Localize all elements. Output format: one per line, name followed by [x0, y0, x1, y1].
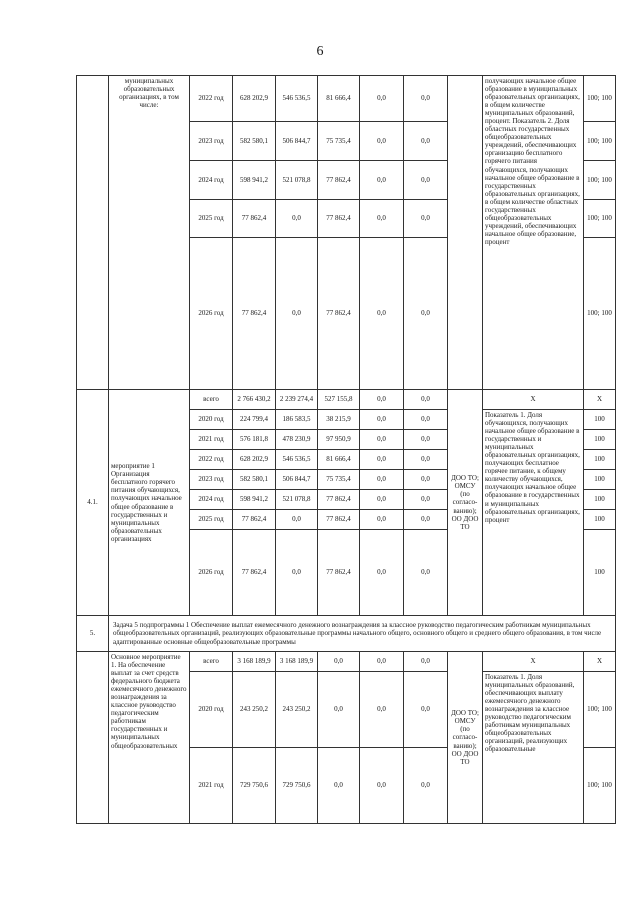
mun-cell: 0,0 [360, 510, 404, 530]
other-cell: 0,0 [404, 652, 448, 672]
value-cell: 100; 100 [584, 122, 616, 161]
total-cell: 576 181,8 [233, 430, 276, 450]
value-cell: 100; 100 [584, 76, 616, 122]
other-cell: 0,0 [404, 748, 448, 824]
indicator-text: Показатель 1. Доля обучающихся, получающих начальное общее образование в государственных и муниципальных образовательных организациях, получающих бесплатное горячее питание, к общему количеству обучающихся, получающих начальное общее образование в государственных и муниципальных образовательных организациях, процент [483, 410, 584, 616]
fed-cell: 521 078,8 [276, 161, 318, 200]
fed-cell: 243 250,2 [276, 672, 318, 748]
executor-cell: ДОО ТО; ОМСУ (по согласо- ванию); ОО ДОО ТО [448, 390, 483, 616]
total-cell: 2 766 430,2 [233, 390, 276, 410]
mun-cell: 0,0 [360, 652, 404, 672]
mun-cell: 0,0 [360, 470, 404, 490]
value-cell: 100; 100 [584, 672, 616, 748]
year-cell: 2021 год [190, 748, 233, 824]
total-cell: 582 580,1 [233, 470, 276, 490]
fed-cell: 2 239 274,4 [276, 390, 318, 410]
other-cell: 0,0 [404, 450, 448, 470]
other-cell: 0,0 [404, 490, 448, 510]
executor-cell: ДОО ТО; ОМСУ (по согласо- ванию); ОО ДОО ТО [448, 652, 483, 824]
value-cell: 100 [584, 470, 616, 490]
reg-cell: 75 735,4 [318, 470, 360, 490]
other-cell: 0,0 [404, 122, 448, 161]
fed-cell: 546 536,5 [276, 76, 318, 122]
total-cell: 598 941,2 [233, 490, 276, 510]
other-cell: 0,0 [404, 470, 448, 490]
value-x: X [584, 652, 616, 672]
total-cell: 729 750,6 [233, 748, 276, 824]
fed-cell: 478 230,9 [276, 430, 318, 450]
fed-cell: 0,0 [276, 530, 318, 616]
indicator-text: Показатель 1. Доля муниципальных образований, обеспечивающих выплату ежемесячного денежного вознаграждения за классное руководство педагогическим работникам муниципальных общеобразовательных организаций, реализующих образовательные [483, 672, 584, 824]
year-cell: 2026 год [190, 238, 233, 390]
reg-cell: 77 862,4 [318, 161, 360, 200]
indicator-x: X [483, 652, 584, 672]
reg-cell: 0,0 [318, 672, 360, 748]
event-name: Основное мероприятие 1. На обеспечение выплат за счет средств федерального бюджета ежемесячного денежного вознаграждения за классное руководство педагогическим работникам государственных и муниципальных общеобразовательных [109, 652, 190, 824]
indicator-text: получающих начальное общее образование в муниципальных образовательных организациях, в общем количестве муниципальных образований, процент. Показатель 2. Доля областных государственных общеобразовательных учреждений, обеспечивающих организацию бесплатного горячего питания обучающихся, получающих начальное общее образование в государственных образовательных организациях, в общем количестве областных государственных общеобразовательных учреждений, обеспечивающих начальное общее образование, процент [483, 76, 584, 390]
year-cell: всего [190, 652, 233, 672]
row-number: 5. [77, 616, 109, 652]
page-number: 6 [316, 44, 324, 59]
value-cell: 100 [584, 430, 616, 450]
other-cell: 0,0 [404, 530, 448, 616]
fed-cell: 729 750,6 [276, 748, 318, 824]
reg-cell: 81 666,4 [318, 450, 360, 470]
value-cell: 100; 100 [584, 161, 616, 200]
year-cell: 2023 год [190, 470, 233, 490]
year-cell: 2022 год [190, 450, 233, 470]
fed-cell: 0,0 [276, 238, 318, 390]
executor-cell [448, 76, 483, 390]
indicator-x: X [483, 390, 584, 410]
year-cell: 2023 год [190, 122, 233, 161]
year-cell: 2026 год [190, 530, 233, 616]
value-cell: 100 [584, 510, 616, 530]
mun-cell: 0,0 [360, 200, 404, 238]
fed-cell: 0,0 [276, 200, 318, 238]
year-cell: 2021 год [190, 430, 233, 450]
reg-cell: 75 735,4 [318, 122, 360, 161]
year-cell: 2020 год [190, 672, 233, 748]
mun-cell: 0,0 [360, 76, 404, 122]
mun-cell: 0,0 [360, 430, 404, 450]
total-cell: 3 168 189,9 [233, 652, 276, 672]
other-cell: 0,0 [404, 161, 448, 200]
other-cell: 0,0 [404, 200, 448, 238]
mun-cell: 0,0 [360, 238, 404, 390]
mun-cell: 0,0 [360, 490, 404, 510]
total-cell: 582 580,1 [233, 122, 276, 161]
value-cell: 100; 100 [584, 200, 616, 238]
other-cell: 0,0 [404, 390, 448, 410]
mun-cell: 0,0 [360, 122, 404, 161]
year-cell: 2025 год [190, 510, 233, 530]
value-cell: 100; 100 [584, 238, 616, 390]
total-cell: 77 862,4 [233, 238, 276, 390]
fed-cell: 506 844,7 [276, 470, 318, 490]
value-x: X [584, 390, 616, 410]
total-cell: 598 941,2 [233, 161, 276, 200]
mun-cell: 0,0 [360, 450, 404, 470]
event-name: мероприятие 1 Организация бесплатного горячего питания обучающихся, получающих начальное общее образование в государственных и муниципальных образовательных организациях [109, 390, 190, 616]
event-name: муниципальных образовательных организациях, в том числе: [109, 76, 190, 390]
fed-cell: 546 536,5 [276, 450, 318, 470]
total-cell: 224 799,4 [233, 410, 276, 430]
fed-cell: 3 168 189,9 [276, 652, 318, 672]
total-cell: 243 250,2 [233, 672, 276, 748]
reg-cell: 81 666,4 [318, 76, 360, 122]
fed-cell: 186 583,5 [276, 410, 318, 430]
value-cell: 100 [584, 410, 616, 430]
year-cell: 2024 год [190, 490, 233, 510]
year-cell: 2022 год [190, 76, 233, 122]
other-cell: 0,0 [404, 430, 448, 450]
row-number: 4.1. [77, 390, 109, 616]
total-cell: 628 202,9 [233, 76, 276, 122]
total-cell: 77 862,4 [233, 530, 276, 616]
num-cell [77, 652, 109, 824]
mun-cell: 0,0 [360, 410, 404, 430]
year-cell: 2024 год [190, 161, 233, 200]
mun-cell: 0,0 [360, 390, 404, 410]
reg-cell: 0,0 [318, 652, 360, 672]
reg-cell: 77 862,4 [318, 238, 360, 390]
reg-cell: 77 862,4 [318, 510, 360, 530]
reg-cell: 0,0 [318, 748, 360, 824]
fed-cell: 506 844,7 [276, 122, 318, 161]
other-cell: 0,0 [404, 672, 448, 748]
reg-cell: 77 862,4 [318, 530, 360, 616]
other-cell: 0,0 [404, 238, 448, 390]
year-cell: всего [190, 390, 233, 410]
value-cell: 100 [584, 450, 616, 470]
value-cell: 100 [584, 530, 616, 616]
reg-cell: 97 950,9 [318, 430, 360, 450]
total-cell: 77 862,4 [233, 510, 276, 530]
total-cell: 628 202,9 [233, 450, 276, 470]
other-cell: 0,0 [404, 76, 448, 122]
reg-cell: 527 155,8 [318, 390, 360, 410]
reg-cell: 77 862,4 [318, 200, 360, 238]
reg-cell: 77 862,4 [318, 490, 360, 510]
program-table [76, 75, 616, 824]
mun-cell: 0,0 [360, 530, 404, 616]
task-description: Задача 5 подпрограммы 1 Обеспечение выплат ежемесячного денежного вознаграждения за классное руководство педагогическим работникам муниципальных общеобразовательных организаций, реализующих образовательные программы начального общего, основного общего и среднего общего образования, в том числе адаптированные основные общеобразовательные программы [109, 616, 616, 652]
fed-cell: 0,0 [276, 510, 318, 530]
mun-cell: 0,0 [360, 161, 404, 200]
year-cell: 2020 год [190, 410, 233, 430]
other-cell: 0,0 [404, 410, 448, 430]
value-cell: 100 [584, 490, 616, 510]
value-cell: 100; 100 [584, 748, 616, 824]
num-cell [77, 76, 109, 390]
fed-cell: 521 078,8 [276, 490, 318, 510]
other-cell: 0,0 [404, 510, 448, 530]
total-cell: 77 862,4 [233, 200, 276, 238]
year-cell: 2025 год [190, 200, 233, 238]
mun-cell: 0,0 [360, 748, 404, 824]
reg-cell: 38 215,9 [318, 410, 360, 430]
mun-cell: 0,0 [360, 672, 404, 748]
